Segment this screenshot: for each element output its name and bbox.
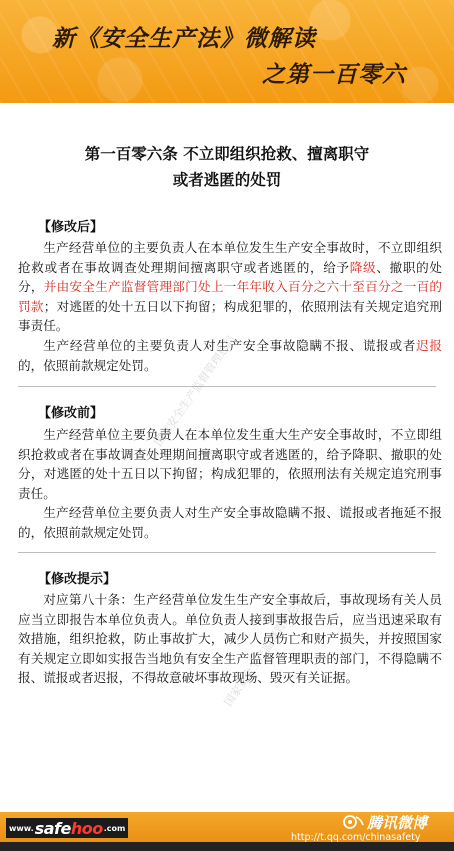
after-p1-text-a: 生产经营单位的主要负责人在本单位发生生产安全事故时，不立即组织抢救或者在事故调查处理期间擅离职守或者逃匿的，给予	[18, 240, 442, 275]
weibo-label[interactable]: 腾讯微博	[367, 814, 428, 832]
before-paragraph-1: 生产经营单位主要负责人在本单位发生重大生产安全事故时，不立即组织抢救或者在事故调查处理期间擅离职守或者逃匿的，给予降职、撤职的处分，对逃匿的处十五日以下拘留；构成犯罪的，依照刑法有关规定追究刑事责任。	[18, 427, 442, 501]
logo-prefix: www.	[9, 823, 34, 833]
section-divider	[18, 552, 436, 553]
header-title: 新《安全生产法》微解读	[52, 26, 316, 52]
safehoo-logo[interactable]	[6, 818, 128, 838]
logo-suffix: .com	[103, 823, 126, 833]
section-heading-tips: 【修改提示】	[38, 572, 117, 587]
after-p1-text-b: 、撤职的处分，	[18, 259, 443, 295]
after-p1-red-fine: 并由安全生产监督管理部门处上一年年收入百分之六十至百分之一百的罚款	[18, 279, 443, 314]
section-heading-after: 【修改后】	[38, 220, 104, 235]
section-heading-before: 【修改前】	[38, 406, 104, 421]
after-p2-text-b: 的，依照前款规定处罚。	[18, 357, 157, 373]
after-paragraph-1	[18, 238, 442, 336]
watermark: 国家安全生产监督管理总局	[151, 333, 238, 449]
after-p1-red-demotion: 降级	[349, 259, 377, 275]
tips-paragraph: 对应第八十条：生产经营单位发生生产安全事故后，事故现场有关人员应当立即报告本单位负责人。单位负责人接到事故报告后，应当迅速采取有效措施，组织抢救，防止事故扩大，减少人员伤亡和财产损失，并按照国家有关规定立即如实报告当地负有安全生产监督管理职责的部门，不得隐瞒不报、谎报或者迟报，不得故意破坏事故现场、毁灭有关证据。	[18, 592, 442, 686]
header-subtitle: 之第一百零六	[262, 62, 406, 88]
logo-name-a: safe	[34, 818, 71, 838]
after-p2-red-late: 迟报	[416, 338, 443, 353]
logo-name-b: hoo	[70, 818, 103, 838]
after-p1-text-c: ；对逃匿的处十五日以下拘留；构成犯罪的，依照刑法有关规定追究刑事责任。	[18, 298, 443, 334]
section-divider	[18, 386, 436, 387]
before-paragraph-2: 生产经营单位主要负责人对生产安全事故隐瞒不报、谎报或者拖延不报的，依照前款规定处罚。	[18, 505, 442, 540]
footer-strip	[0, 842, 454, 851]
article-title-line1: 第一百零六条 不立即组织抢救、擅离职守	[84, 145, 370, 163]
watermark: 国家安全生产监督管理总局	[221, 593, 308, 709]
tencent-weibo-icon	[343, 814, 365, 830]
article-title-line2: 或者逃匿的处罚	[172, 171, 282, 189]
header-banner	[0, 0, 454, 103]
after-p2-text-a: 生产经营单位的主要负责人对生产安全事故隐瞒不报、谎报或者	[43, 338, 417, 353]
weibo-url[interactable]: http://t.qq.com/chinasafety	[291, 832, 421, 843]
logo-name	[35, 819, 103, 838]
